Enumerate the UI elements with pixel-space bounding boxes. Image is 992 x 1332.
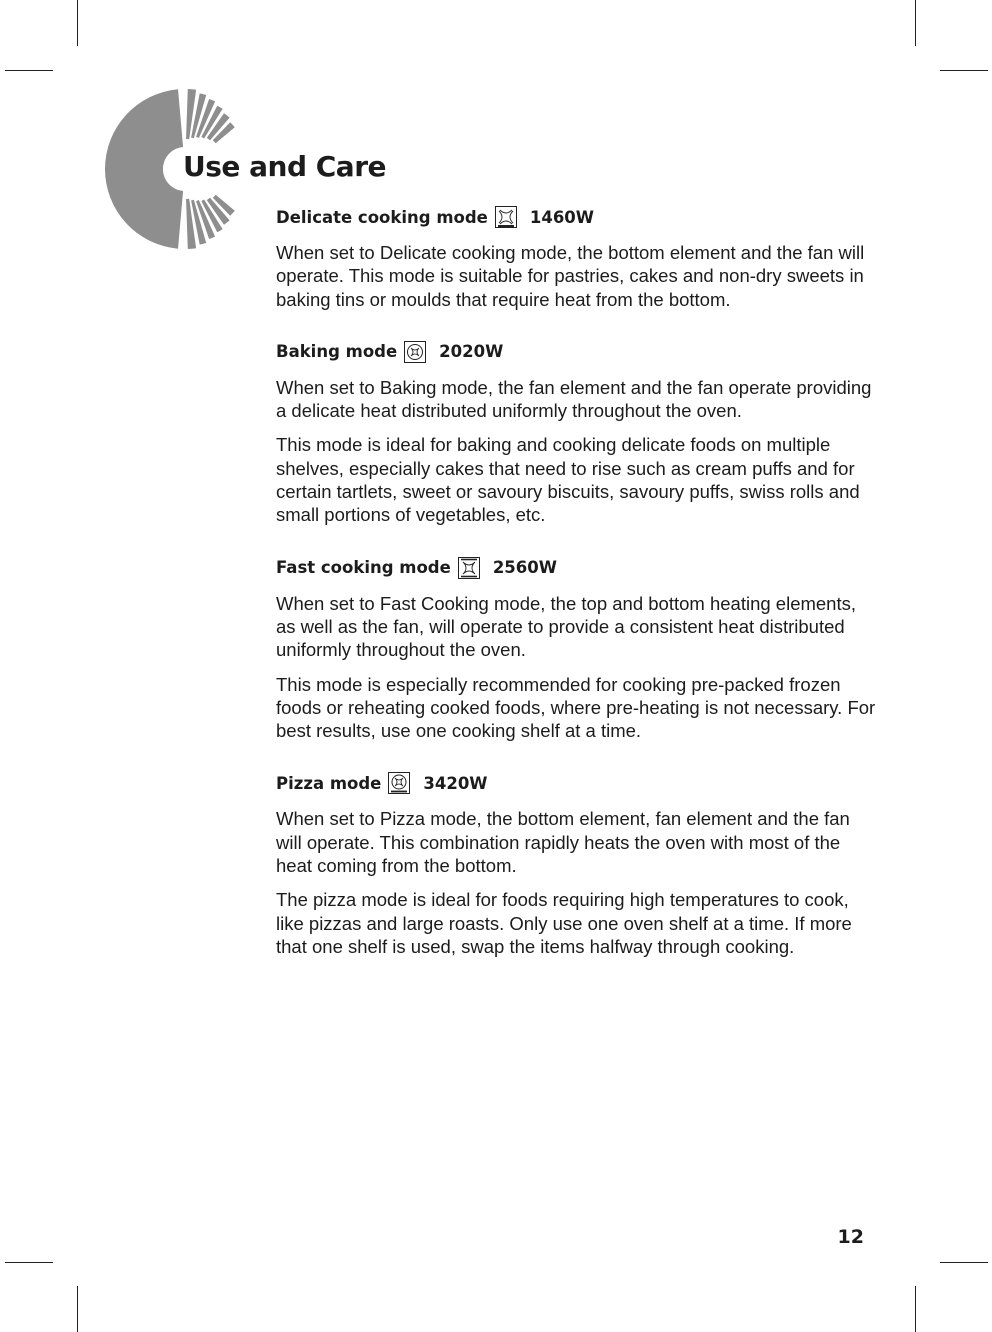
crop-mark [5,70,53,71]
page-title: Use and Care [183,150,387,183]
mode-heading [276,335,876,369]
mode-section-pizza [276,766,876,958]
mode-name: Baking mode [276,342,398,362]
fan-element-icon [403,340,427,364]
mode-section-baking [276,335,876,527]
mode-power: 1460W [529,207,594,227]
crop-mark [940,70,988,71]
mode-description: When set to Fast Cooking mode, the top and bottom heating elements, as well as the fan, will operate to provide a consistent heat distributed uniformly throughout the oven. [276,592,857,661]
mode-description: The pizza mode is ideal for foods requiring high temperatures to cook, like pizzas and large roasts. Only use one oven shelf at a time. If more that one shelf is used, swap the items halfway through cooking. [276,889,852,957]
modes-content [276,200,876,982]
mode-section-delicate [276,200,876,311]
crop-mark [77,0,78,46]
crop-mark [77,1286,78,1332]
mode-description: This mode is ideal for baking and cooking delicate foods on multiple shelves, especially cakes that need to rise such as cream puffs and for certain tartlets, sweet or savoury biscuits, savoury puffs, swiss rolls and small portions of vegetables, etc. [276,434,860,526]
mode-power: 2020W [439,342,504,362]
mode-heading [276,200,876,234]
crop-mark [915,1286,916,1332]
top-bottom-fan-icon [457,556,481,580]
bottom-element-fan-icon [494,205,518,229]
mode-name: Fast cooking mode [276,558,451,578]
mode-heading [276,551,876,585]
crop-mark [915,0,916,46]
mode-section-fast [276,551,876,743]
mode-description: When set to Delicate cooking mode, the bottom element and the fan will operate. This mode is suitable for pastries, cakes and non-dry sweets in baking tins or moulds that require heat from the bottom. [276,242,865,310]
mode-description: When set to Baking mode, the fan element and the fan operate providing a delicate heat distributed uniformly throughout the oven. [276,376,872,422]
page-number: 12 [837,1226,864,1248]
mode-name: Delicate cooking mode [276,207,488,227]
mode-description: When set to Pizza mode, the bottom element, fan element and the fan will operate. This combination rapidly heats the oven with most of the heat coming from the bottom. [276,808,850,877]
mode-power: 2560W [492,558,557,578]
mode-heading [276,766,876,800]
pizza-fan-element-icon [387,771,411,795]
crop-mark [940,1262,988,1263]
crop-mark [5,1262,53,1263]
mode-power: 3420W [423,773,488,793]
mode-name: Pizza mode [276,773,382,793]
mode-description: This mode is especially recommended for cooking pre-packed frozen foods or reheating cooked foods, where pre-heating is not necessary. For best results, use one cooking shelf at a time. [276,673,876,742]
